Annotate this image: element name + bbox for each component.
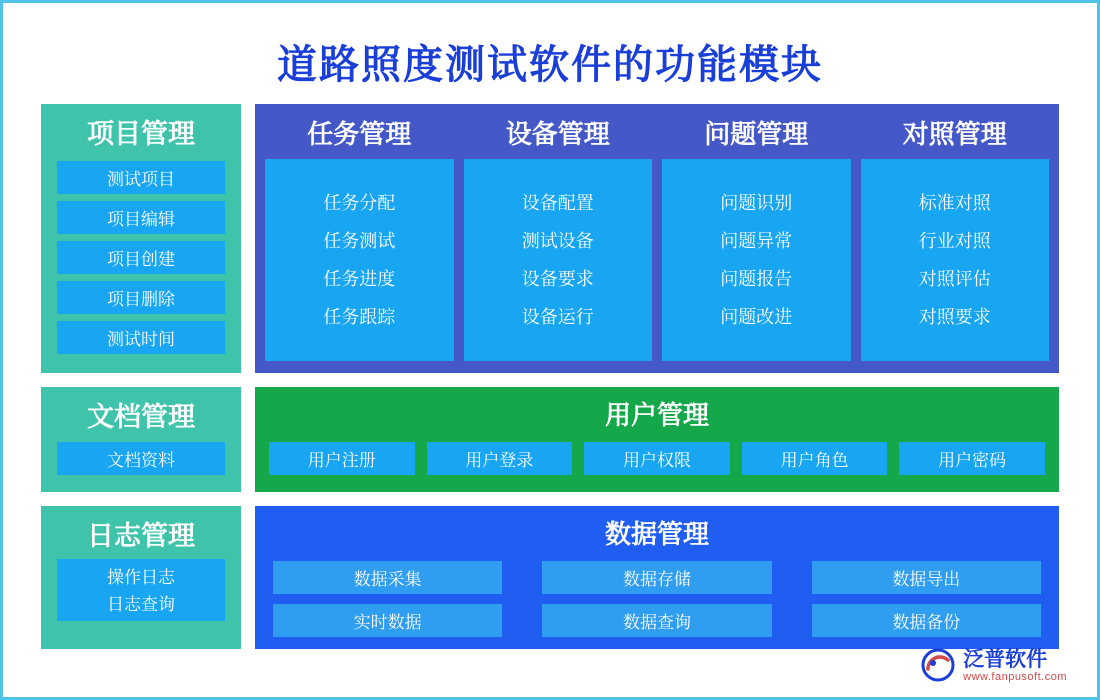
log-management-panel [41,506,241,649]
log-management-header: 日志管理 [87,521,195,551]
task-management-group [265,112,454,361]
user-management-items [269,442,1045,475]
device-management-header: 设备管理 [505,120,610,149]
user-item[interactable]: 用户密码 [899,442,1045,475]
issue-management-group [662,112,851,361]
logo-url: www.fanpusoft.com [963,670,1067,683]
user-management-header: 用户管理 [604,401,709,430]
project-item[interactable]: 测试项目 [57,161,225,194]
data-item[interactable]: 数据采集 [273,561,502,594]
issue-item[interactable]: 问题识别 [720,193,793,213]
row-two [41,387,1059,492]
comparison-item[interactable]: 行业对照 [918,231,991,251]
task-item[interactable]: 任务分配 [323,193,396,213]
row-three [41,506,1059,649]
issue-item[interactable]: 问题改进 [720,307,793,327]
project-item[interactable]: 项目编辑 [57,201,225,234]
user-item[interactable]: 用户权限 [584,442,730,475]
log-item[interactable]: 日志查询 [107,595,175,614]
task-item[interactable]: 任务进度 [323,269,396,289]
device-item[interactable]: 设备要求 [521,269,594,289]
comparison-item[interactable]: 对照评估 [918,269,991,289]
management-groups-panel [255,104,1059,373]
device-item[interactable]: 设备运行 [521,307,594,327]
data-item[interactable]: 数据备份 [812,604,1041,637]
project-item[interactable]: 测试时间 [57,321,225,354]
task-management-body [265,159,454,361]
comparison-management-header: 对照管理 [902,120,1007,149]
log-item-list [57,559,225,621]
page-title: 道路照度测试软件的功能模块 [277,42,823,87]
project-item[interactable]: 项目删除 [57,281,225,314]
device-management-body [464,159,653,361]
user-item[interactable]: 用户角色 [742,442,888,475]
company-logo [921,648,1067,683]
logo-text [963,648,1067,683]
comparison-item[interactable]: 标准对照 [918,193,991,213]
document-management-header: 文档管理 [87,402,195,432]
issue-management-body [662,159,851,361]
data-item[interactable]: 数据查询 [542,604,771,637]
row-one [41,104,1059,373]
project-management-header: 项目管理 [87,119,195,149]
comparison-management-group [861,112,1050,361]
document-management-panel [41,387,241,492]
project-item[interactable]: 项目创建 [57,241,225,274]
user-management-panel [255,387,1059,492]
user-item[interactable]: 用户登录 [427,442,573,475]
device-item[interactable]: 设备配置 [521,193,594,213]
issue-item[interactable]: 问题报告 [720,269,793,289]
user-item[interactable]: 用户注册 [269,442,415,475]
issue-management-header: 问题管理 [704,120,809,149]
data-item[interactable]: 实时数据 [273,604,502,637]
data-management-header: 数据管理 [604,520,709,549]
project-management-panel [41,104,241,373]
data-management-panel [255,506,1059,649]
data-management-items [273,561,1041,637]
task-item[interactable]: 任务跟踪 [323,307,396,327]
data-item[interactable]: 数据存储 [542,561,771,594]
task-management-header: 任务管理 [307,120,412,149]
document-item[interactable]: 文档资料 [57,442,225,475]
logo-company-name: 泛普软件 [963,646,1048,671]
device-management-group [464,112,653,361]
issue-item[interactable]: 问题异常 [720,231,793,251]
comparison-item[interactable]: 对照要求 [918,307,991,327]
comparison-management-body [861,159,1050,361]
device-item[interactable]: 测试设备 [521,231,594,251]
task-item[interactable]: 任务测试 [323,231,396,251]
log-item[interactable]: 操作日志 [107,568,175,587]
data-item[interactable]: 数据导出 [812,561,1041,594]
logo-swirl-icon [921,648,955,682]
